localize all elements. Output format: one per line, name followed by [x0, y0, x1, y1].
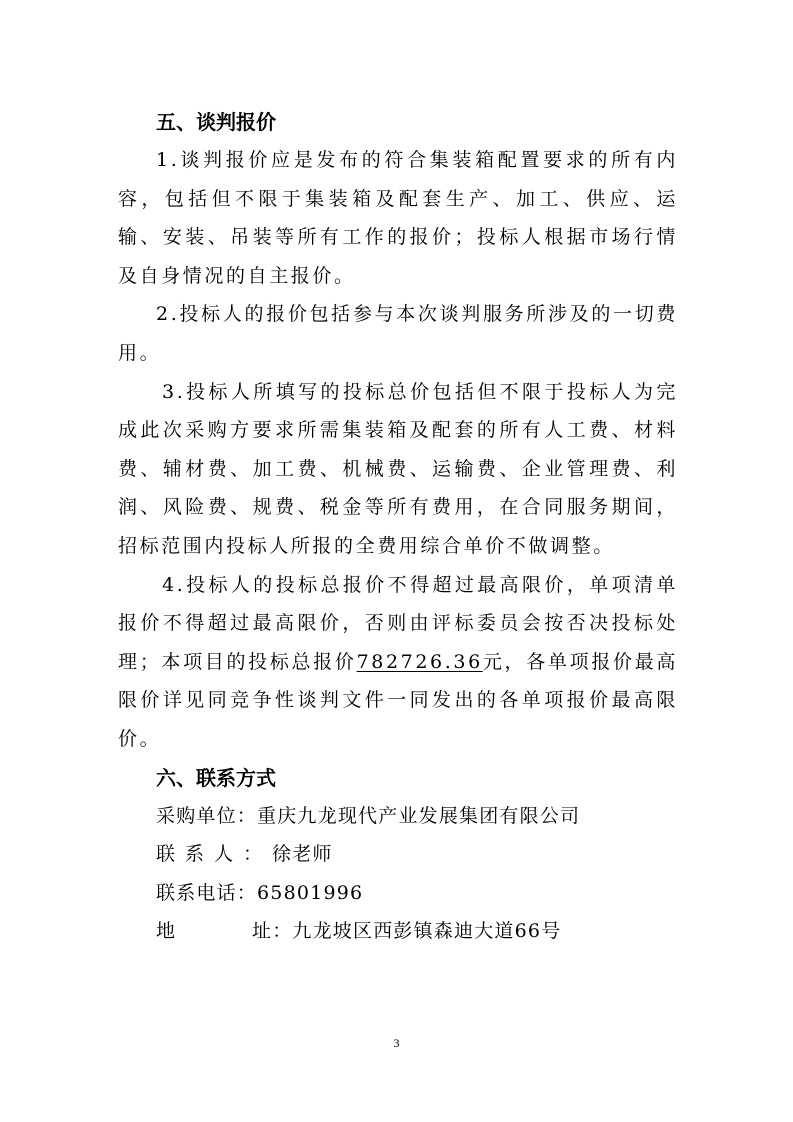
page-content: [118, 103, 678, 951]
pricing-paragraph-2: 2.投标人的报价包括参与本次谈判服务所涉及的一切费用。: [118, 303, 678, 364]
phone-label: 联系电话：: [156, 881, 258, 904]
section-heading-pricing: 五、谈判报价: [156, 110, 276, 134]
total-price-amount: 782726.36: [356, 650, 483, 673]
purchaser-label: 采购单位：: [156, 804, 258, 827]
contact-person-value: 徐老师: [272, 843, 333, 865]
phone-value: 65801996: [257, 881, 364, 904]
purchaser-value: 重庆九龙现代产业发展集团有限公司: [257, 804, 581, 827]
pricing-paragraph-4: [118, 566, 678, 759]
pricing-paragraph-3: 3.投标人所填写的投标总价包括但不限于投标人为完成此次采购方要求所需集装箱及配套的所有人工费、材料费、辅材费、加工费、机械费、运输费、企业管理费、利润、风险费、规费、税金等所有费用，在合同服务期间，招标范围内投标人所报的全费用综合单价不做调整。: [118, 380, 678, 557]
pricing-paragraph-4-text-a: 4.投标人的投标总报价不得超过最高限价，单项清单报价不得超过最高限价，否则由评标委员会按否决投标处理；本项目的投标总报价: [118, 573, 678, 673]
contact-address-row: [118, 912, 678, 951]
pricing-paragraph-1: 1.谈判报价应是发布的符合集装箱配置要求的所有内容，包括但不限于集装箱及配套生产、加工、供应、运输、安装、吊装等所有工作的报价；投标人根据市场行情及自身情况的自主报价。: [118, 149, 678, 287]
section-heading-contact: 六、联系方式: [156, 765, 276, 790]
contact-person-label: 联系人：: [156, 843, 273, 865]
contact-phone-row: [118, 874, 678, 913]
address-label-first: 地: [156, 920, 176, 942]
contact-person-row: [118, 835, 678, 874]
page-number: 3: [393, 1036, 400, 1050]
address-label-second: 址：: [252, 920, 293, 942]
pricing-paragraph-4-text-b: 元，各单项报价最高限价详见同竞争性谈判文件一同发出的各单项报价最高限价。: [118, 650, 678, 750]
address-value: 九龙坡区西彭镇森迪大道66号: [292, 920, 562, 942]
contact-purchaser-row: [118, 797, 678, 836]
